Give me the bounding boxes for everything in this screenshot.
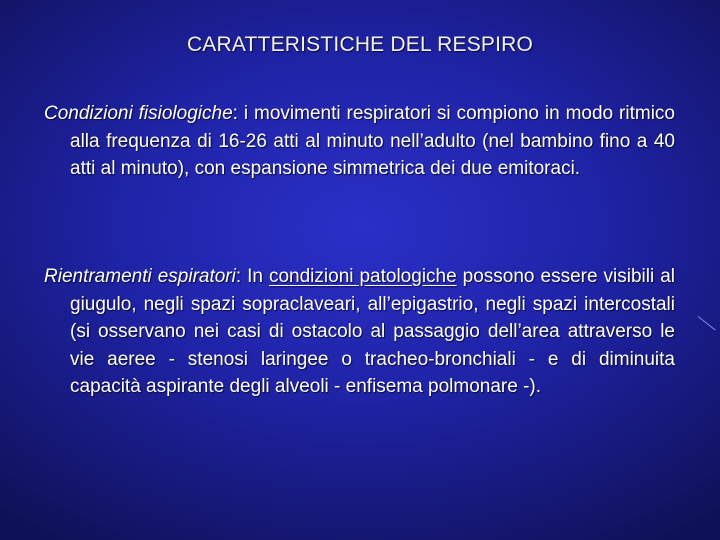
decorative-line	[698, 316, 716, 330]
paragraph-text: i movimenti respiratori si compiono in modo ritmico alla frequenza di 16-26 atti al minuto nell’adulto (nel bambino fino a 40 atti al minuto), con espansione simmetrica dei due emitoraci.	[70, 103, 675, 179]
paragraph-body	[44, 263, 675, 401]
term-separator: :	[232, 103, 238, 124]
underlined-phrase: condizioni patologiche	[268, 266, 457, 287]
term-expiratory-retractions: Rientramenti espiratori	[44, 266, 236, 287]
term-separator: :	[235, 266, 242, 287]
paragraph-expiratory-retractions	[44, 263, 675, 401]
term-physiological: Condizioni fisiologiche	[44, 103, 233, 124]
paragraph-intro: In	[241, 266, 269, 287]
slide-title: CARATTERISTICHE DEL RESPIRO	[186, 33, 534, 56]
paragraph-body	[44, 100, 675, 183]
paragraph-text: possono essere visibili al giugulo, negli spazi sopraclaveari, all’epigastrio, negli spazi intercostali (si osservano nei casi di ostacolo al passaggio dell’area attraverso le vie aeree - stenosi laringee o tracheo-bronchiali - e di diminuita capacità aspirante degli alveoli - enfisema polmonare -).	[70, 266, 675, 397]
paragraph-physiological	[44, 100, 675, 183]
